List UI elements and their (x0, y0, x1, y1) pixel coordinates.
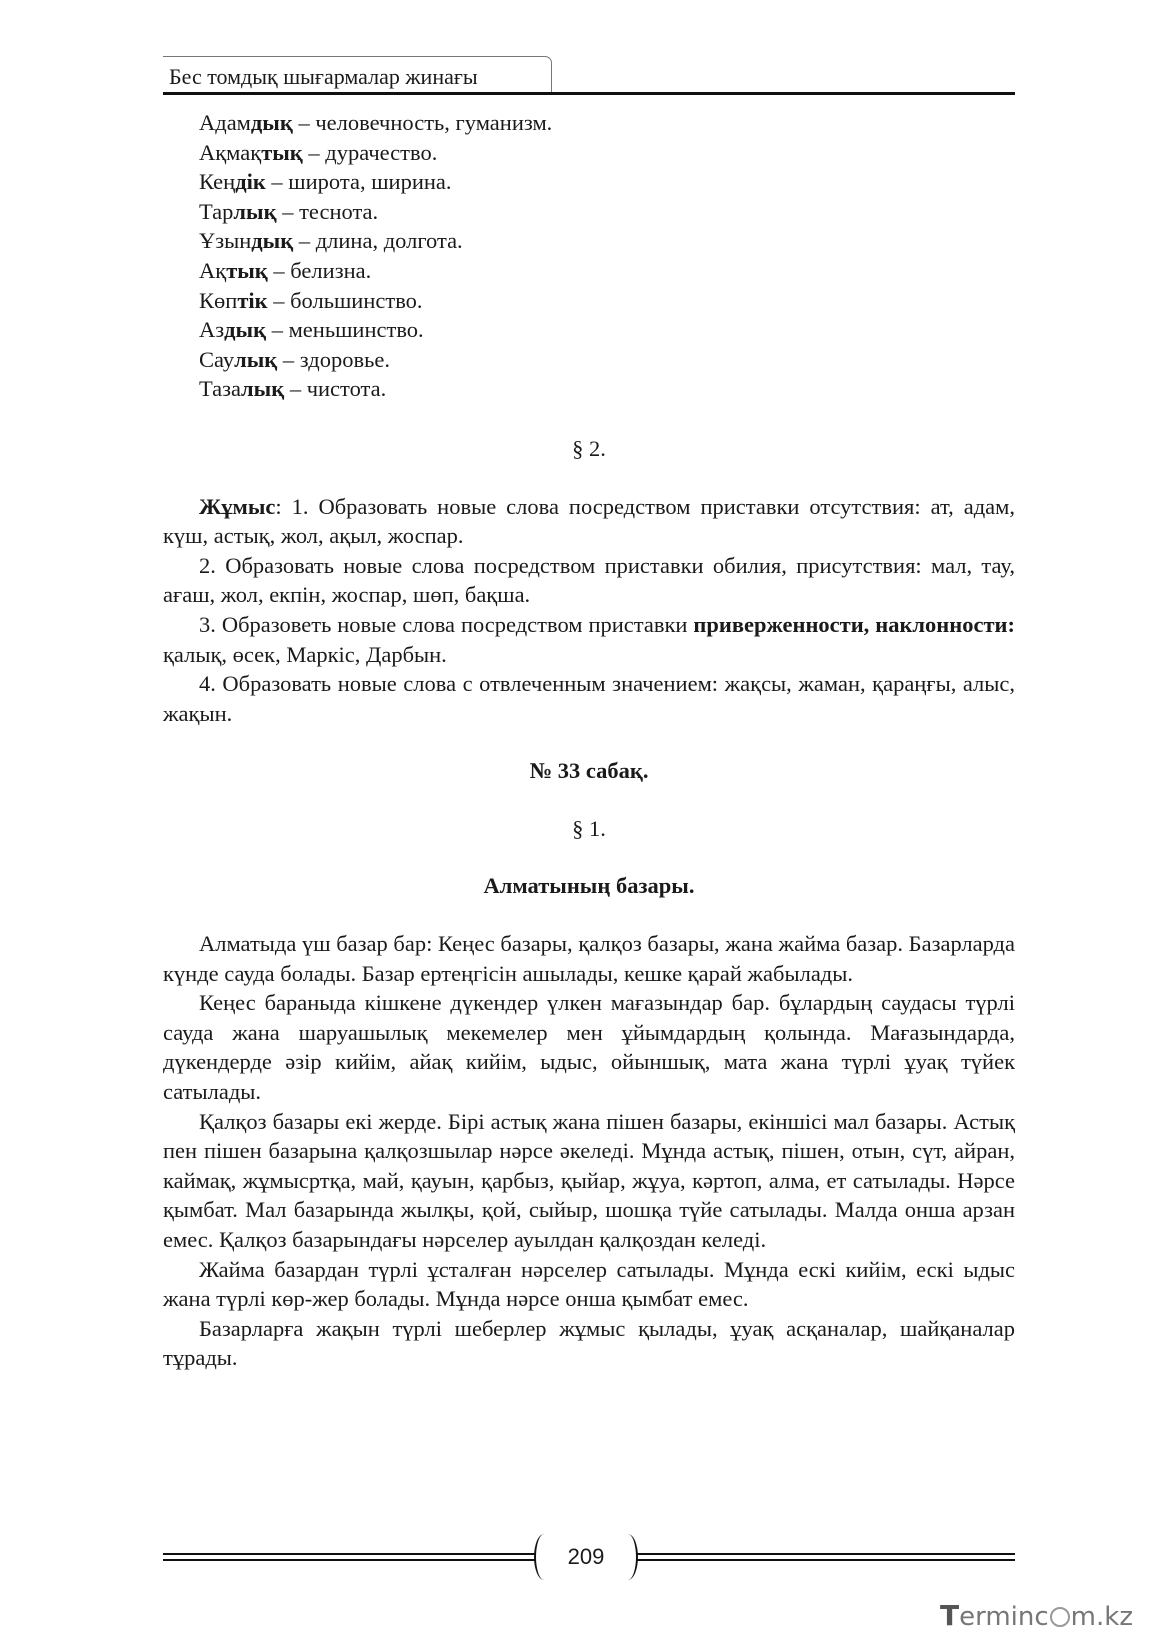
exercise-task: Жұмыс: 1. Образовать новые слова посредством приставки отсутствия: ат, адам, күш, астық, жол, ақыл, жоспар. (163, 493, 1015, 549)
section-heading: § 2. (572, 435, 606, 461)
vocab-item: Тарлық – теснота. (199, 198, 379, 224)
vocab-item: Кеңдік – широта, ширина. (199, 169, 452, 195)
header-frame (163, 56, 552, 93)
vocab-item: Көптік – большинство. (199, 287, 423, 313)
paragraph: Базарларға жақын түрлі шеберлер жұмыс қылады, ұуақ асқаналар, шайқаналар тұрады. (163, 1315, 1015, 1371)
text-title: Алматының базары. (483, 873, 695, 899)
reading-text (163, 929, 1015, 1373)
exercise-task: 4. Образовать новые слова с отвлеченным значением: жақсы, жаман, қараңғы, алыс, жақын. (163, 671, 1015, 726)
magnifier-icon (1050, 1607, 1070, 1627)
exercise-task: 3. Образоветь новые слова посредством приставки приверженности, наклонности: қалық, өсек, Маркіс, Дарбын. (163, 611, 1015, 667)
vocab-item: Аздық – меньшинство. (199, 317, 424, 343)
lesson-title: № 33 сабақ. (529, 758, 649, 784)
section-heading: § 1. (572, 815, 606, 841)
vocab-item: Адамдық – человечность, гуманизм. (199, 110, 553, 135)
paragraph: Кеңес бараныда кішкене дүкендер үлкен мағазындар бар. бұлардың саудасы түрлі сауда жана шаруашылық мекемелер мен ұйымдардың қолында. Мағазындарда, дүкендерде әзір кийім, айақ кийім, ыдыс, ойыншық, мата жана түрлі ұуақ түйек сатылады. (163, 990, 1015, 1105)
page-number: 209 (534, 1534, 638, 1580)
running-header (163, 56, 1015, 96)
vocab-item: Ақтық – белизна. (199, 257, 372, 283)
vocab-list (163, 108, 1015, 404)
paragraph: Алматыда үш базар бар: Кеңес базары, қалқоз базары, жана жайма базар. Базарларда күнде сауда болады. Базар ертеңгісін ашылады, кешке қарай жабылады. (163, 931, 1015, 986)
paragraph: Қалқоз базары екі жерде. Бірі астық жана пішен базары, екіншісі мал базары. Астық пен пішен базарына қалқозшылар нәрсе әкеледі. Мұнда астық, пішен, отын, сүт, айран, каймақ, жұмысртқа, май, қауын, қарбыз, қыйар, жұуа, кәртоп, алма, ет сатылады. Нәрсе қымбат. Мал базарында жылқы, қой, сыйыр, шошқа түйе сатылады. Малда онша арзан емес. Қалқоз базарындағы нәрселер ауылдан қалқоздан келеді. (163, 1108, 1015, 1252)
header-rule (163, 92, 1015, 95)
watermark-logo: Terminc m.kz (940, 1599, 1133, 1632)
paragraph: Жайма базардан түрлі ұсталған нәрселер сатылады. Мұнда ескі кийім, ескі ыдыс жана түрлі көр-жер болады. Мұнда нәрсе онша қымбат емес. (163, 1256, 1015, 1312)
vocab-item: Ұзындық – длина, долгота. (199, 228, 463, 254)
exercise-block (163, 492, 1015, 729)
vocab-item: Ақмақтық – дурачество. (199, 139, 438, 165)
book-title: Бес томдық шығармалар жинағы (169, 64, 478, 89)
vocab-item: Саулық – здоровье. (199, 346, 390, 372)
page-content (163, 108, 1015, 1373)
vocab-item: Тазалық – чистота. (199, 376, 387, 402)
exercise-task: 2. Образовать новые слова посредством приставки обилия, присутствия: мал, тау, ағаш, жол, екпін, жоспар, шөп, бақша. (163, 552, 1015, 608)
